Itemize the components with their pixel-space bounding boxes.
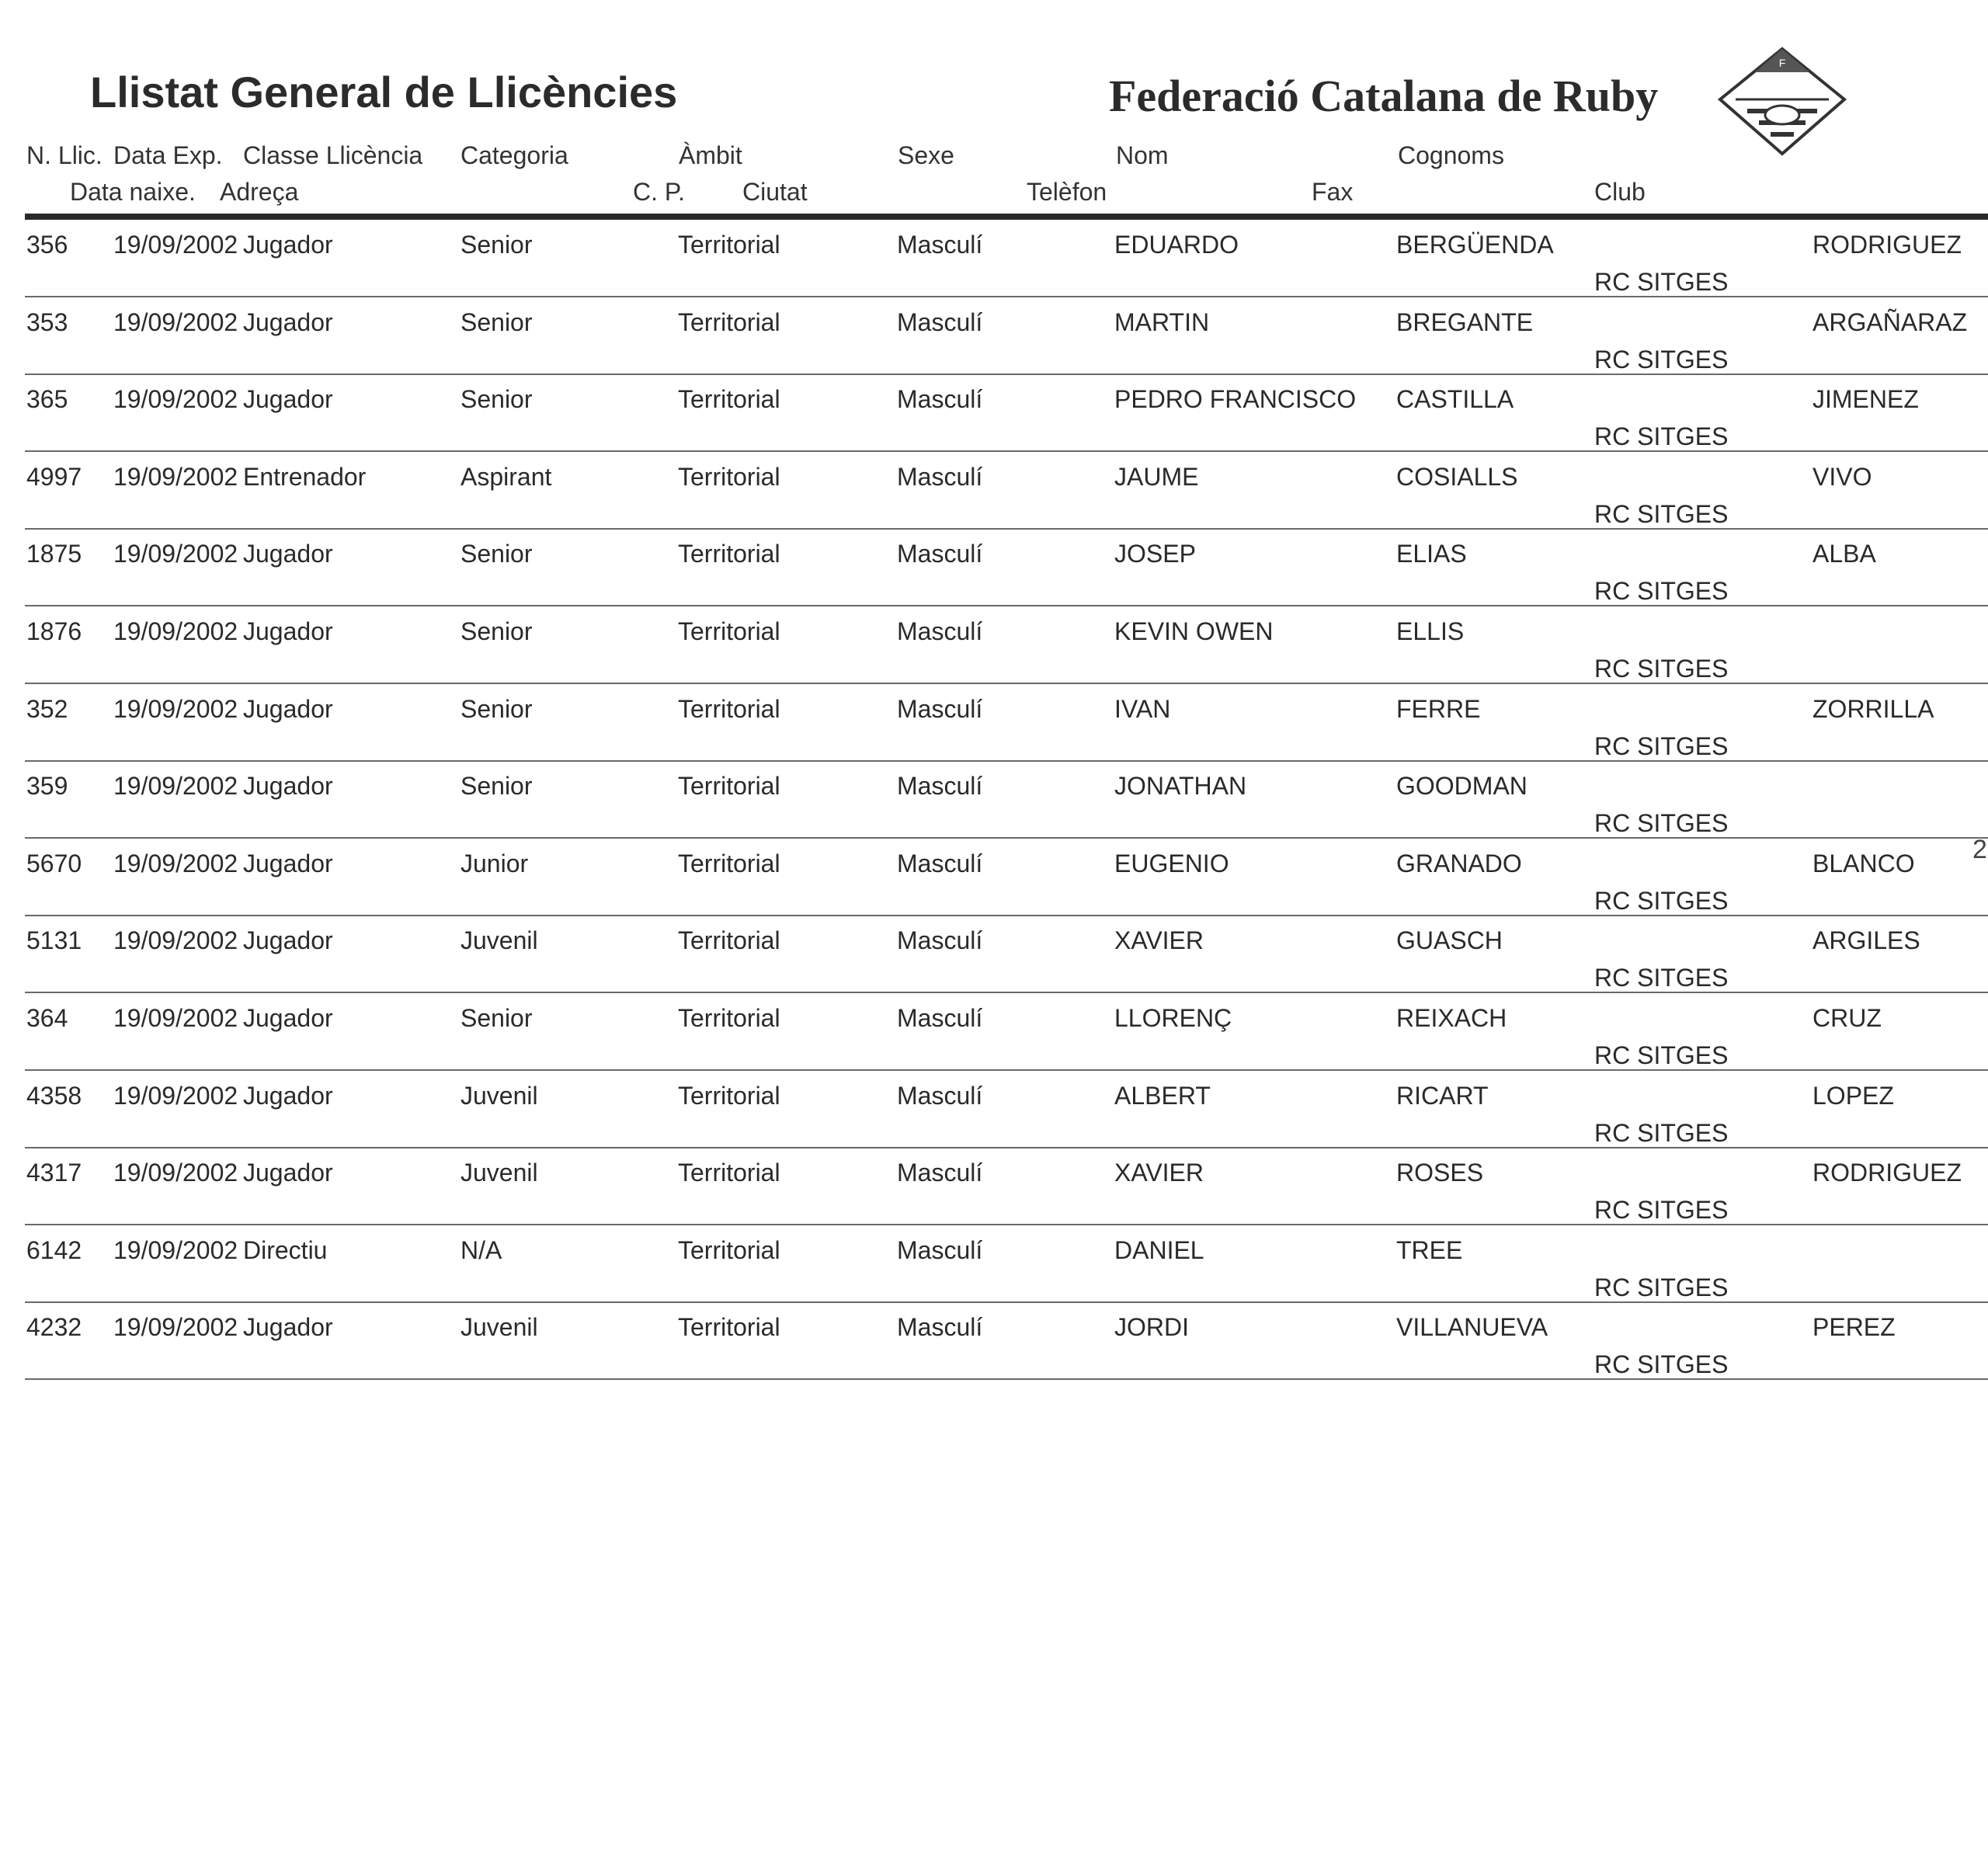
license-class: Jugador — [243, 1313, 333, 1342]
club: RC SITGES — [1594, 268, 1729, 296]
license-number: 364 — [26, 1004, 68, 1032]
issue-date: 19/09/2002 — [113, 1004, 238, 1032]
license-number: 4317 — [26, 1159, 82, 1187]
surname-1: FERRE — [1396, 694, 1481, 723]
license-number: 4997 — [26, 462, 82, 491]
category: Juvenil — [461, 1081, 538, 1110]
organization-name: Federació Catalana de Ruby — [1109, 71, 1659, 121]
first-name: LLORENÇ — [1114, 1004, 1232, 1032]
table-row — [0, 1225, 1988, 1303]
category: Senior — [461, 308, 533, 336]
table-row — [0, 993, 1988, 1071]
category: Senior — [461, 694, 533, 723]
first-name: PEDRO FRANCISCO — [1114, 385, 1357, 414]
issue-date: 19/09/2002 — [113, 231, 238, 259]
scope: Territorial — [678, 617, 780, 645]
surname-2: RODRIGUEZ — [1812, 1159, 1962, 1187]
first-name: JONATHAN — [1114, 772, 1247, 801]
surname-2: CRUZ — [1812, 1004, 1882, 1032]
license-number: 1876 — [26, 617, 82, 645]
surname-2: ARGAÑARAZ — [1812, 308, 1968, 336]
issue-date: 19/09/2002 — [113, 617, 238, 645]
col-birth-date: Data naixe. — [70, 178, 196, 206]
scope: Territorial — [678, 231, 780, 259]
col-category: Categoria — [461, 141, 568, 169]
col-club: Club — [1594, 178, 1646, 206]
column-header-row-1 — [0, 141, 1988, 175]
column-header-row-2 — [0, 178, 1988, 212]
license-class: Jugador — [243, 772, 333, 801]
license-class: Jugador — [243, 540, 333, 568]
table-row — [0, 916, 1988, 993]
license-class: Entrenador — [243, 462, 367, 491]
license-class: Jugador — [243, 617, 333, 645]
issue-date: 19/09/2002 — [113, 385, 238, 414]
scope: Territorial — [678, 926, 780, 955]
table-row — [0, 1302, 1988, 1380]
col-license-no: N. Llic. — [26, 141, 103, 169]
category: Senior — [461, 385, 533, 414]
table-row — [0, 297, 1988, 375]
category: N/A — [461, 1235, 502, 1264]
surname-2: ARGILES — [1812, 926, 1920, 955]
first-name: JORDI — [1114, 1313, 1189, 1342]
first-name: XAVIER — [1114, 926, 1204, 955]
issue-date: 19/09/2002 — [113, 1081, 238, 1110]
surname-1: ROSES — [1396, 1159, 1484, 1187]
svg-text:F: F — [1778, 57, 1786, 69]
table-row — [0, 606, 1988, 684]
club: RC SITGES — [1594, 886, 1729, 915]
col-sex: Sexe — [898, 141, 954, 169]
first-name: KEVIN OWEN — [1114, 617, 1274, 645]
club: RC SITGES — [1594, 1273, 1729, 1301]
club: RC SITGES — [1594, 1041, 1729, 1069]
col-fax: Fax — [1312, 178, 1354, 206]
surname-2: ZORRILLA — [1812, 694, 1934, 723]
col-scope: Àmbit — [679, 141, 742, 169]
club: RC SITGES — [1594, 964, 1729, 992]
club: RC SITGES — [1594, 345, 1729, 374]
license-number: 5131 — [26, 926, 82, 955]
license-class: Jugador — [243, 1159, 333, 1187]
issue-date: 19/09/2002 — [113, 462, 238, 491]
club: RC SITGES — [1594, 655, 1729, 683]
license-number: 6142 — [26, 1235, 82, 1264]
sex: Masculí — [897, 308, 983, 336]
club: RC SITGES — [1594, 809, 1729, 838]
scope: Territorial — [678, 462, 780, 491]
sex: Masculí — [897, 849, 983, 877]
col-first-name: Nom — [1116, 141, 1169, 169]
col-postal-code: C. P. — [633, 178, 685, 206]
surname-1: ELLIS — [1396, 617, 1465, 645]
scope: Territorial — [678, 1235, 780, 1264]
surname-2: RODRIGUEZ — [1812, 231, 1962, 259]
row-divider — [25, 1378, 1988, 1380]
license-class: Jugador — [243, 308, 333, 336]
header-divider — [25, 214, 1988, 220]
scope: Territorial — [678, 1159, 780, 1187]
category: Senior — [461, 1004, 533, 1032]
license-number: 365 — [26, 385, 68, 414]
first-name: XAVIER — [1114, 1159, 1204, 1187]
category: Juvenil — [461, 1313, 538, 1342]
license-class: Directiu — [243, 1235, 328, 1264]
col-city: Ciutat — [742, 178, 808, 206]
scope: Territorial — [678, 385, 780, 414]
surname-2: PEREZ — [1812, 1313, 1896, 1342]
license-number: 1875 — [26, 540, 82, 568]
category: Juvenil — [461, 1159, 538, 1187]
issue-date: 19/09/2002 — [113, 1313, 238, 1342]
sex: Masculí — [897, 1313, 983, 1342]
margin-mark: 2 — [1972, 835, 1987, 864]
license-number: 4358 — [26, 1081, 82, 1110]
sex: Masculí — [897, 926, 983, 955]
page-title: Llistat General de Llicències — [90, 68, 678, 116]
issue-date: 19/09/2002 — [113, 308, 238, 336]
license-number: 352 — [26, 694, 68, 723]
club: RC SITGES — [1594, 577, 1729, 606]
issue-date: 19/09/2002 — [113, 926, 238, 955]
scope: Territorial — [678, 1313, 780, 1342]
license-number: 356 — [26, 231, 68, 259]
club: RC SITGES — [1594, 1350, 1729, 1379]
first-name: JAUME — [1114, 462, 1199, 491]
surname-1: TREE — [1396, 1235, 1463, 1264]
sex: Masculí — [897, 617, 983, 645]
sex: Masculí — [897, 231, 983, 259]
table-row — [0, 529, 1988, 606]
license-class: Jugador — [243, 694, 333, 723]
first-name: ALBERT — [1114, 1081, 1211, 1110]
issue-date: 19/09/2002 — [113, 1159, 238, 1187]
surname-2: VIVO — [1812, 462, 1872, 491]
col-issue-date: Data Exp. — [113, 141, 223, 169]
table-row — [0, 684, 1988, 762]
license-class: Jugador — [243, 1081, 333, 1110]
sex: Masculí — [897, 772, 983, 801]
issue-date: 19/09/2002 — [113, 849, 238, 877]
table-row — [0, 220, 1988, 297]
first-name: JOSEP — [1114, 540, 1196, 568]
license-number: 359 — [26, 772, 68, 801]
license-class: Jugador — [243, 231, 333, 259]
scope: Territorial — [678, 694, 780, 723]
issue-date: 19/09/2002 — [113, 772, 238, 801]
surname-1: RICART — [1396, 1081, 1489, 1110]
table-row — [0, 452, 1988, 530]
sex: Masculí — [897, 1004, 983, 1032]
surname-1: GOODMAN — [1396, 772, 1527, 801]
first-name: EUGENIO — [1114, 849, 1229, 877]
scope: Territorial — [678, 849, 780, 877]
sex: Masculí — [897, 694, 983, 723]
col-phone: Telèfon — [1027, 178, 1107, 206]
club: RC SITGES — [1594, 499, 1729, 528]
sex: Masculí — [897, 385, 983, 414]
category: Senior — [461, 772, 533, 801]
scope: Territorial — [678, 772, 780, 801]
col-license-class: Classe Llicència — [243, 141, 423, 169]
scope: Territorial — [678, 308, 780, 336]
license-number: 4232 — [26, 1313, 82, 1342]
surname-1: COSIALLS — [1396, 462, 1518, 491]
col-address: Adreça — [220, 178, 299, 206]
surname-2: JIMENEZ — [1812, 385, 1919, 414]
surname-1: ELIAS — [1396, 540, 1467, 568]
sex: Masculí — [897, 1235, 983, 1264]
issue-date: 19/09/2002 — [113, 1235, 238, 1264]
issue-date: 19/09/2002 — [113, 540, 238, 568]
col-surnames: Cognoms — [1398, 141, 1504, 169]
surname-1: GRANADO — [1396, 849, 1522, 877]
license-number: 5670 — [26, 849, 82, 877]
first-name: DANIEL — [1114, 1235, 1204, 1264]
category: Aspirant — [461, 462, 552, 491]
category: Senior — [461, 231, 533, 259]
license-class: Jugador — [243, 849, 333, 877]
first-name: IVAN — [1114, 694, 1171, 723]
club: RC SITGES — [1594, 731, 1729, 760]
table-row — [0, 1148, 1988, 1225]
table-row — [0, 761, 1988, 839]
license-number: 353 — [26, 308, 68, 336]
license-class: Jugador — [243, 1004, 333, 1032]
category: Senior — [461, 617, 533, 645]
category: Senior — [461, 540, 533, 568]
category: Junior — [461, 849, 529, 877]
issue-date: 19/09/2002 — [113, 694, 238, 723]
first-name: MARTIN — [1114, 308, 1210, 336]
category: Juvenil — [461, 926, 538, 955]
surname-1: BERGÜENDA — [1396, 231, 1554, 259]
sex: Masculí — [897, 540, 983, 568]
surname-1: VILLANUEVA — [1396, 1313, 1548, 1342]
sex: Masculí — [897, 1159, 983, 1187]
club: RC SITGES — [1594, 1196, 1729, 1225]
surname-2: ALBA — [1812, 540, 1876, 568]
surname-1: BREGANTE — [1396, 308, 1534, 336]
scope: Territorial — [678, 1081, 780, 1110]
license-class: Jugador — [243, 926, 333, 955]
club: RC SITGES — [1594, 1118, 1729, 1147]
surname-2: BLANCO — [1812, 849, 1915, 877]
surname-2: LOPEZ — [1812, 1081, 1894, 1110]
scope: Territorial — [678, 1004, 780, 1032]
surname-1: REIXACH — [1396, 1004, 1507, 1032]
scope: Territorial — [678, 540, 780, 568]
club: RC SITGES — [1594, 422, 1729, 451]
surname-1: GUASCH — [1396, 926, 1503, 955]
table-row — [0, 839, 1988, 916]
table-row — [0, 1071, 1988, 1148]
table-row — [0, 374, 1988, 452]
sex: Masculí — [897, 462, 983, 491]
sex: Masculí — [897, 1081, 983, 1110]
first-name: EDUARDO — [1114, 231, 1239, 259]
license-class: Jugador — [243, 385, 333, 414]
surname-1: CASTILLA — [1396, 385, 1514, 414]
